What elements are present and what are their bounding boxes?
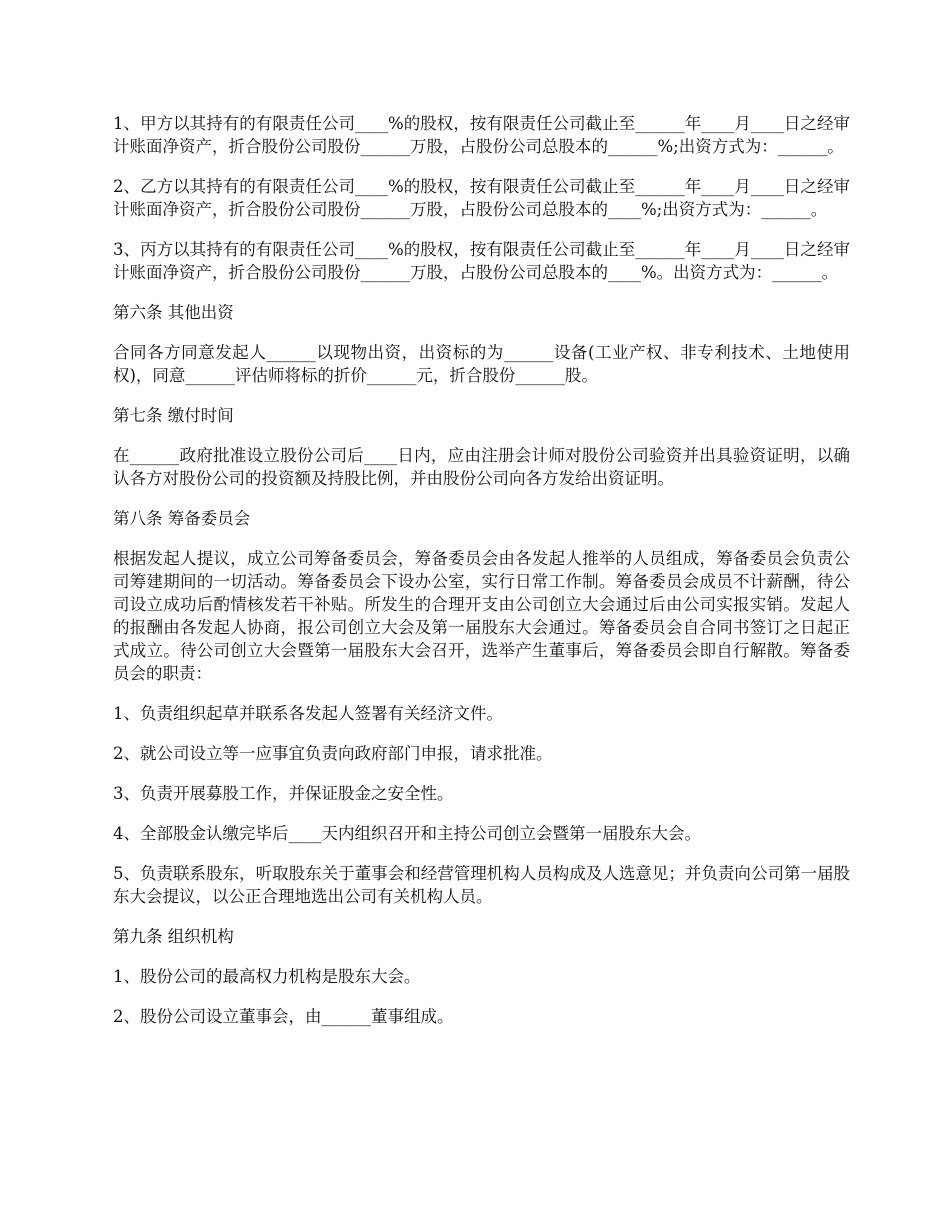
article-9-heading: 第九条 组织机构 — [113, 927, 234, 946]
article-8-heading: 第八条 筹备委员会 — [113, 509, 251, 528]
clause-party-c-equity: 3、丙方以其持有的有限责任公司____%的股权，按有限责任公司截止至______年____月____日之经审计账面净资产，折合股份公司股份______万股，占股份公司总股本的____%。出资方式为：______。 — [113, 240, 850, 282]
article-9-item-1: 1、股份公司的最高权力机构是股东大会。 — [113, 967, 421, 986]
article-8-duty-5: 5、负责联系股东，听取股东关于董事会和经营管理机构人员构成及人选意见；并负责向公司第一届股东大会提议，以公正合理地选出公司有关机构人员。 — [113, 864, 850, 906]
article-8-duty-3: 3、负责开展募股工作，并保证股金之安全性。 — [113, 784, 454, 803]
article-8-body: 根据发起人提议，成立公司筹备委员会，筹备委员会由各发起人推举的人员组成，筹备委员会负责公司筹建期间的一切活动。筹备委员会下设办公室，实行日常工作制。筹备委员会成员不计薪酬，待公司设立成功后酌情核发若干补贴。所发生的合理开支由公司创立大会通过后由公司实报实销。发起人的报酬由各发起人协商，报公司创立大会及第一届股东大会通过。筹备委员会自合同书签订之日起正式成立。待公司创立大会暨第一届股东大会召开，选举产生董事后，筹备委员会即自行解散。筹备委员会的职责： — [113, 549, 850, 683]
article-7-body: 在______政府批准设立股份公司后____日内，应由注册会计师对股份公司验资并出具验资证明，以确认各方对股份公司的投资额及持股比例，并由股份公司向各方发给出资证明。 — [113, 446, 850, 488]
clause-party-a-equity: 1、甲方以其持有的有限责任公司____%的股权，按有限责任公司截止至______年____月____日之经审计账面净资产，折合股份公司股份______万股，占股份公司总股本的______%;出资方式为：______。 — [113, 114, 850, 156]
clause-party-b-equity: 2、乙方以其持有的有限责任公司____%的股权，按有限责任公司截止至______年____月____日之经审计账面净资产，折合股份公司股份______万股，占股份公司总股本的____%;出资方式为：______。 — [113, 177, 850, 219]
article-6-heading: 第六条 其他出资 — [113, 303, 234, 322]
article-7-heading: 第七条 缴付时间 — [113, 406, 234, 425]
article-8-duty-4: 4、全部股金认缴完毕后____天内组织召开和主持公司创立会暨第一届股东大会。 — [113, 824, 701, 843]
article-9-item-2: 2、股份公司设立董事会，由______董事组成。 — [113, 1007, 454, 1026]
article-8-duty-2: 2、就公司设立等一应事宜负责向政府部门申报，请求批准。 — [113, 744, 553, 763]
article-8-duty-1: 1、负责组织起草并联系各发起人签署有关经济文件。 — [113, 704, 503, 723]
article-6-body: 合同各方同意发起人______以现物出资，出资标的为______设备(工业产权、非专利技术、土地使用权)，同意______评估师将标的折价______元，折合股份______股。 — [113, 343, 850, 385]
